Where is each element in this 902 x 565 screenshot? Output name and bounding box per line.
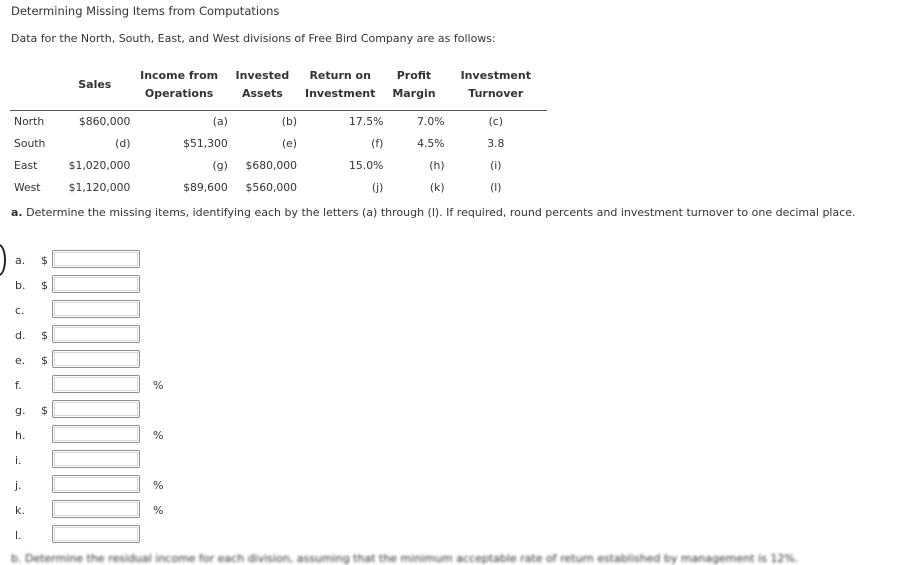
answer-input[interactable] [52, 250, 140, 268]
cell-sales: $1,120,000 [68, 181, 131, 194]
question-body: Determine the missing items, identifying each by the letters (a) through (l). If required, round percents and investment turnover to one decimal place. [26, 206, 856, 219]
answer-letter: b. [15, 279, 26, 292]
cell-turnover: (i) [490, 159, 502, 172]
cell-division: East [14, 159, 38, 172]
answer-input[interactable] [52, 475, 140, 493]
cell-sales: $1,020,000 [68, 159, 131, 172]
cell-margin: 4.5% [417, 137, 445, 150]
next-question-text: b. Determine the residual income for each division, assuming that the minimum acceptable rate of return established by management is 12%. [11, 552, 799, 565]
header-sales: Sales [59, 61, 130, 110]
cell-sales: (d) [115, 137, 131, 150]
answer-input[interactable] [52, 500, 140, 518]
percent-sign: % [153, 479, 164, 492]
header-turnover: Investment Turnover [445, 61, 547, 110]
answer-input[interactable] [52, 425, 140, 443]
header-assets: Invested Assets [228, 61, 297, 110]
answer-letter: d. [15, 329, 26, 342]
answer-letter: h. [15, 429, 26, 442]
question-prefix: a. [11, 206, 23, 219]
answer-letter: e. [15, 354, 26, 367]
cell-margin: (k) [429, 181, 445, 194]
answer-row [0, 275, 300, 297]
header-margin: Profit Margin [383, 61, 444, 110]
percent-sign: % [153, 504, 164, 517]
dollar-sign: $ [41, 354, 48, 367]
answer-letter: a. [15, 254, 26, 267]
cell-sales: $860,000 [78, 115, 131, 128]
answer-row [0, 300, 300, 322]
answer-row [0, 400, 300, 422]
cell-margin: (h) [429, 159, 445, 172]
answer-letter: f. [15, 379, 22, 392]
page-title: Determining Missing Items from Computations [11, 4, 280, 18]
table-header-row [10, 61, 547, 110]
header-roi: Return on Investment [297, 61, 383, 110]
answer-letter: i. [15, 454, 22, 467]
answer-row [0, 500, 300, 522]
answer-row [0, 250, 300, 272]
cell-assets: $680,000 [245, 159, 298, 172]
answer-letter: j. [15, 479, 22, 492]
answer-input[interactable] [52, 350, 140, 368]
cell-roi: (j) [371, 181, 384, 194]
dollar-sign: $ [41, 279, 48, 292]
percent-sign: % [153, 379, 164, 392]
cell-income: (g) [212, 159, 228, 172]
answer-input[interactable] [52, 400, 140, 418]
answer-row [0, 375, 300, 397]
percent-sign: % [153, 429, 164, 442]
cell-division: West [14, 181, 41, 194]
cell-assets: (b) [281, 115, 298, 128]
cell-roi: 15.0% [349, 159, 384, 172]
cell-division: North [14, 115, 45, 128]
answer-input[interactable] [52, 275, 140, 293]
question-text [11, 206, 856, 219]
table-row [10, 110, 547, 133]
cell-division: South [14, 137, 46, 150]
intro-text: Data for the North, South, East, and West divisions of Free Bird Company are as follows: [11, 32, 496, 45]
table-row [10, 133, 547, 155]
answer-letter: k. [15, 504, 25, 517]
answer-row [0, 525, 300, 547]
header-division [10, 61, 59, 110]
cell-income: (a) [212, 115, 228, 128]
answer-letter: l. [15, 529, 22, 542]
cell-assets: (e) [281, 137, 298, 150]
answer-letter: c. [15, 304, 25, 317]
cell-assets: $560,000 [245, 181, 298, 194]
answer-input[interactable] [52, 300, 140, 318]
answer-row [0, 425, 300, 447]
answer-row [0, 450, 300, 472]
answer-row [0, 475, 300, 497]
cell-turnover: (l) [490, 181, 502, 194]
cell-roi: 17.5% [349, 115, 384, 128]
table-row [10, 177, 547, 199]
cell-income: $51,300 [183, 137, 228, 150]
dollar-sign: $ [41, 329, 48, 342]
dollar-sign: $ [41, 404, 48, 417]
answer-input[interactable] [52, 325, 140, 343]
table-row [10, 155, 547, 177]
answer-input[interactable] [52, 450, 140, 468]
cell-income: $89,600 [183, 181, 228, 194]
header-income: Income from Operations [130, 61, 227, 110]
answer-row [0, 350, 300, 372]
answer-input[interactable] [52, 375, 140, 393]
answer-input[interactable] [52, 525, 140, 543]
dollar-sign: $ [41, 254, 48, 267]
cell-turnover: (c) [488, 115, 503, 128]
answer-row [0, 325, 300, 347]
answer-letter: g. [15, 404, 26, 417]
divisions-table [10, 61, 547, 199]
cell-turnover: 3.8 [487, 137, 505, 150]
cell-roi: (f) [371, 137, 384, 150]
cell-margin: 7.0% [417, 115, 445, 128]
